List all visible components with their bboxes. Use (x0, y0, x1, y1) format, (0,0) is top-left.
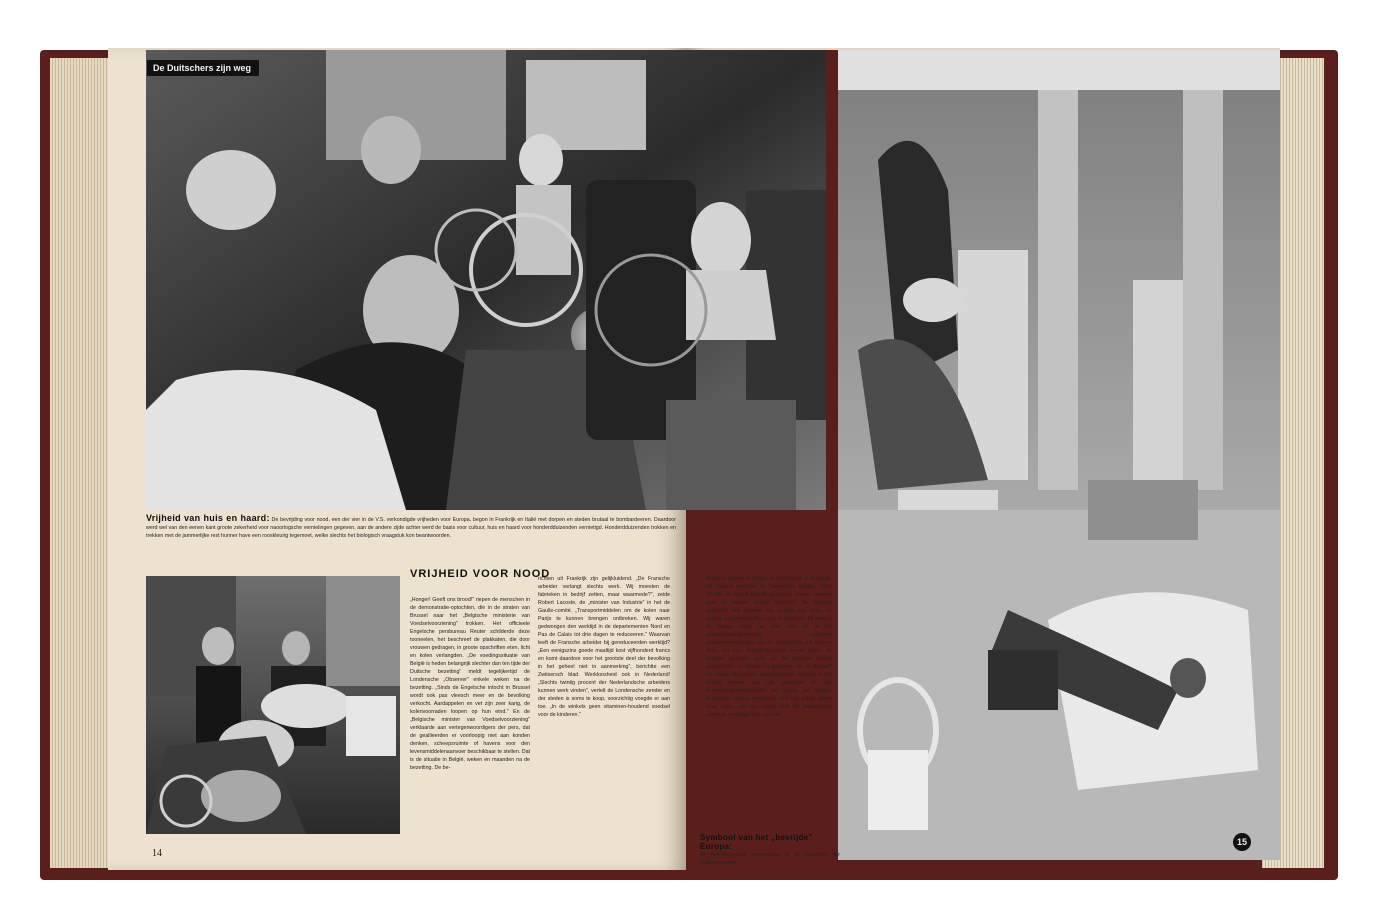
article-col-1: „Honger! Geeft ons brood!” riepen de menschen in de demonstratie-optochten, die in de straten van Brussel naar het „Belgische ministerie van Voedselvoorziening” trokken. Het officieele Engelsche persbureau Reuter schilderde deze tooneelen, het beschreef de plakkaten, die door vrouwen gedragen, in groote opschriften eten, licht en kolen verlangden. „De voedingssituatie van België is heden belangrijk slechter dan ten tijde der Duitsche bezetting” meldt tegelijkertijd de Londensche „Observer” enkele weken na de bezetting. „Sinds de Engelsche intocht in Brussel wordt ook pas vleesch meer en de bevolking verkocht. Aardappelen en vet zijn zeer karig, de kolenvoorraden loopen op hun eind.” En de „Belgische minister van Voedselvoorziening” verklaarde aan vertegenwoordigers der pers, dat de geallieerden er voorloopig niet aan konden denken, scheepsruimte of havens voor den levensmiddelenaanvoer beschikbaar te stellen. Dat is de situatie in België, weken en maanden na de bezetting. De be- (410, 597, 530, 771)
section-tag: De Duitschers zijn weg (147, 60, 259, 76)
caption-right-heading: Symbool van het „bevrijde” Europa: (700, 833, 813, 851)
caption-right-text: de Amerikaansche overwinnaar in de residentie der onderworpenen (700, 852, 840, 866)
photo-refugees (146, 50, 826, 510)
page-number-right: 15 (1233, 833, 1251, 851)
article-col-2: richten uit Frankrijk zijn gelijkluidend. „De Fransche arbeider verlangt slechts werk. Wij moesten de fabrieken in bedrijf zetten, maar waarmede?”, zeide Robert Lacoste, de „minister van Industrie” in het de Gaulle-comité. „Transportmiddelen om de kolen naar Parijs te kunnen brengen ontbreken. Wij waren gedwongen den werktijd in de departementen Nord en Pas de Calais tot drie dagen te reduceeren.” Waarvan leeft de Fransche arbeider bij gereduceerden werktijd? „Een eenigszins goede maaltijd kost vijfhonderd francs en komt daardoor voor het grootste deel der bevolking in het geheel niet in aanmerking”, berichtte een Zwitsersch blad. Werkloosheid ook in Nederland! „Slechts twintig procent der Nederlandsche arbeiders kunnen werk vinden”, vertelt de Londensche zender en der steden is soms te koop, voorzichtig voegde er aan toe. „In de winkels geen vitaminen-houdend voedsel voor de kinderen.” (538, 576, 670, 718)
photo-palace-interior (838, 50, 1280, 860)
caption-main-heading: Vrijheid van huis en haard: (146, 514, 270, 523)
caption-right (700, 833, 840, 871)
article-col-3: Nood en gebrek in België, in Nederland, in Frankrijk. Uit Finland berichten de Zweedsche bladen: „Voor 20.000 uit Finsch-Karelië gevluchte boeren moeten land en nieuwe velden gezocht.” De Finsche voorzitter zelf spreken van gebrek aan kolen en gebrek aan grondstoffen voor de industrie. Zij werpen de bange vraag op, hoe men de in het wapenstilstandsverdrag voorziene goederenleveranties aan de Sowjet-Unie zal kunnen doen, nu men Sowjet-Russisch teveel achter de Finsche grenzen spert en de industrie tonder grondstoffen tot stilstand is gekomen. En de Balkan? De Sowjet-Russische wapenstilstand voorzag in het beslag nemen van alle goederen en alle levensmiddelenvoorraden ten gunste der Sowjet-Russische militaire eenheden. Niet kan achter alleen maar raden, wat daar plaats vindt. De Sowjetlieden vreemde verslaggevers niet toe. (706, 576, 832, 718)
caption-main-text: De bevrijding voor nood, een der vier in de V.S. verkondigde vrijheden voor Europa, begon in Frankrijk en Italië met dorpen en steden brutaal te bombardeeren. Daardoor werd wel van den eenen kant groote zekerheid voor naoorlogsche vernielingen gegeven, aan de andere zijde achter werd de basis voor cultuur, huis en haard voor honderdduizenden vernietigd. Honderdduizenden trokken en trekken met de jammerlijke rest hunner have een rooskleurig tegemoet, welke slechts het biologisch vraagstuk kon beantwoorden. (146, 517, 676, 539)
caption-main (146, 514, 676, 572)
page-number-left: 14 (152, 848, 162, 859)
photo-street-carriers (146, 576, 400, 834)
article-title: VRIJHEID VOOR NOOD (410, 568, 551, 580)
page-edges-left (50, 58, 108, 868)
